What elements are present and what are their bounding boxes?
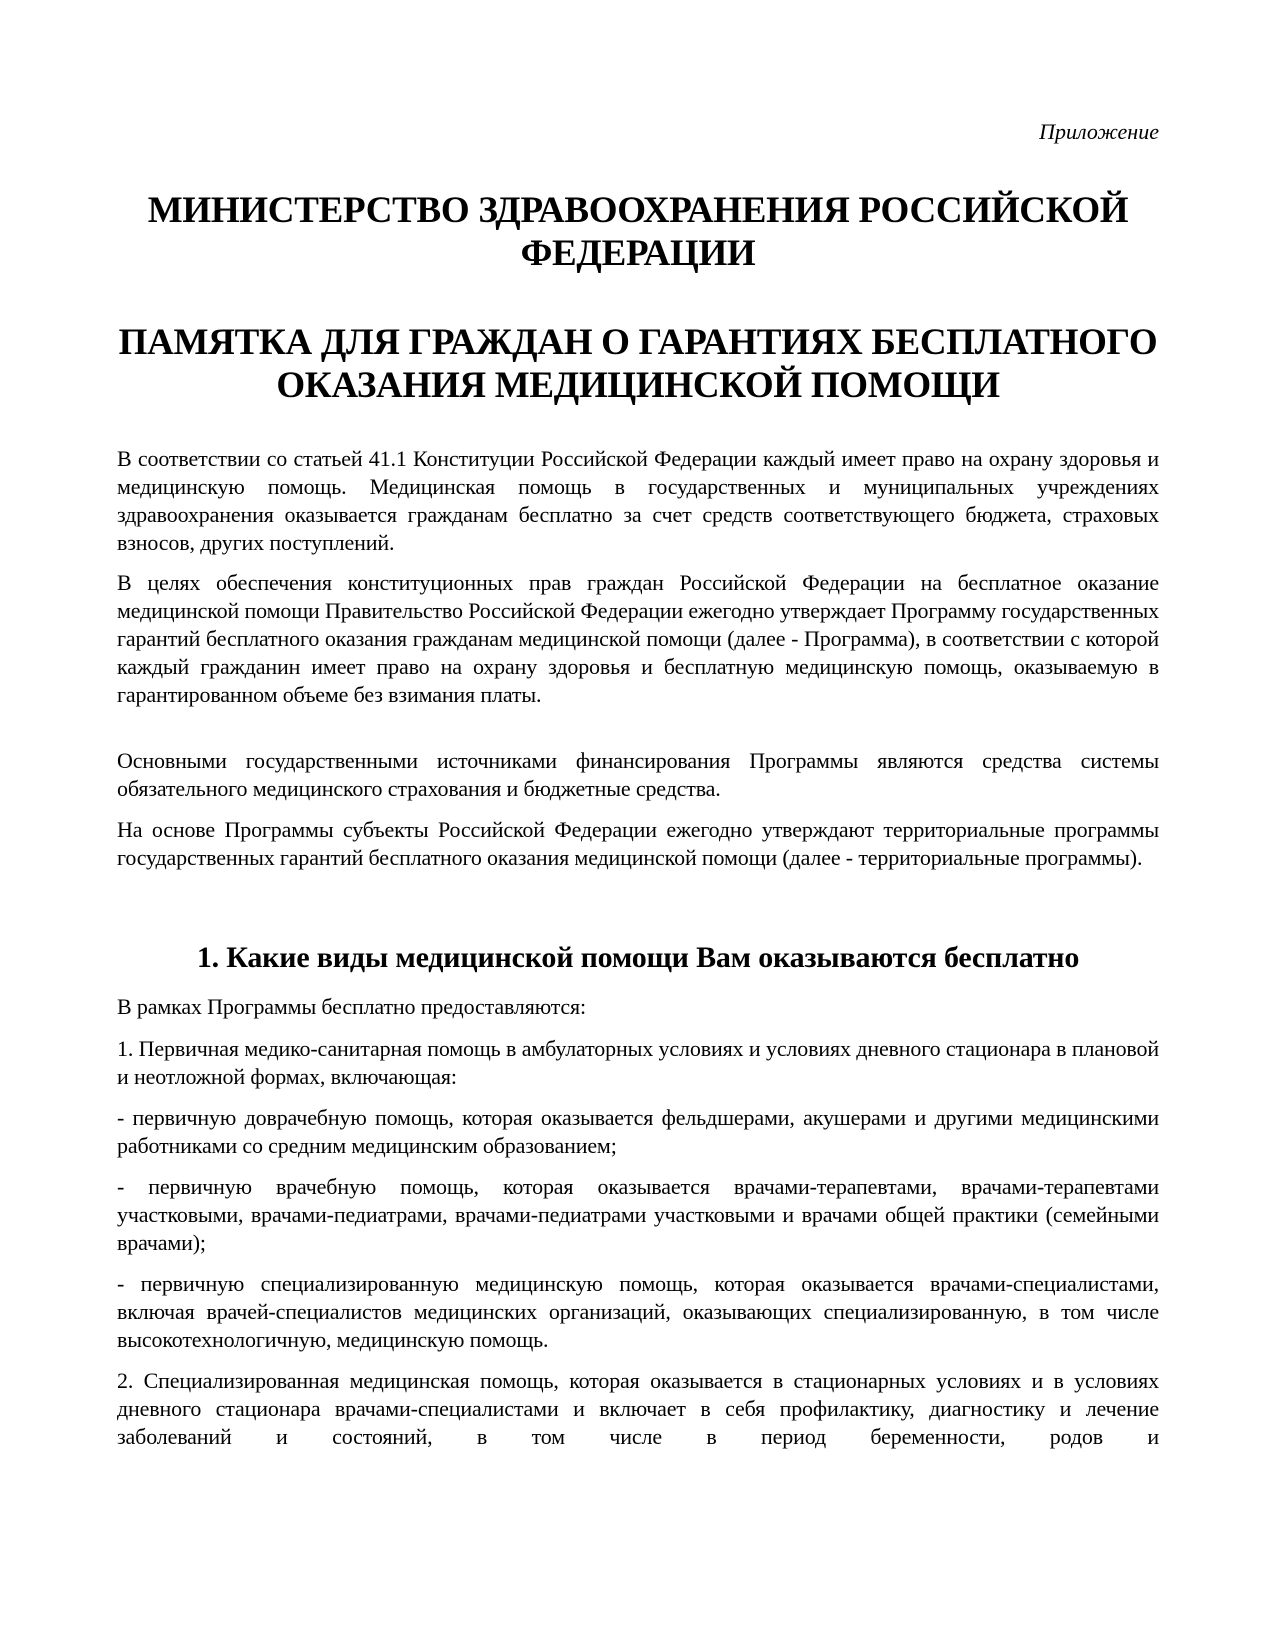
ministry-title: МИНИСТЕРСТВО ЗДРАВООХРАНЕНИЯ РОССИЙСКОЙ ФЕДЕРАЦИИ (147, 190, 1129, 274)
section-1-item-prehospital: - первичную доврачебную помощь, которая оказывается фельдшерами, акушерами и другими медицинскими работниками со средним медицинским образованием; (117, 1105, 1159, 1158)
section-1-item-specialized-primary: - первичную специализированную медицинскую помощь, которая оказывается врачами-специалистами, включая врачей-специалистов медицинских организаций, оказывающих специализированную, в том числе высокотехнологичную, медицинскую помощь. (117, 1271, 1159, 1352)
section-1-item-physician: - первичную врачебную помощь, которая оказывается врачами-терапевтами, врачами-терапевтами участковыми, врачами-педиатрами, врачами-педиатрами участковыми и врачами общей практики (семейными врачами); (117, 1174, 1159, 1255)
section-1-intro: В рамках Программы бесплатно предоставляются: (117, 994, 586, 1019)
intro-paragraph-territorial: На основе Программы субъекты Российской Федерации ежегодно утверждают территориальные программы государственных гарантий бесплатного оказания медицинской помощи (далее - территориальные программы). (117, 817, 1159, 870)
section-1-item-specialized: 2. Специализированная медицинская помощь, которая оказывается в стационарных условиях и в условиях дневного стационара врачами-специалистами и включает в себя профилактику, диагностику и лечение заболеваний и состояний, в том числе в период беременности, родов и (117, 1368, 1159, 1449)
intro-paragraph-program: В целях обеспечения конституционных прав граждан Российской Федерации на бесплатное оказание медицинской помощи Правительство Российской Федерации ежегодно утверждает Программу государственных гарантий бесплатного оказания гражданам медицинской помощи (далее - Программа), в соответствии с которой каждый гражданин имеет право на охрану здоровья и бесплатную медицинскую помощь, оказываемую в гарантированном объеме без взимания платы. (117, 570, 1159, 707)
intro-paragraph-constitution: В соответствии со статьей 41.1 Конституции Российской Федерации каждый имеет право на охрану здоровья и медицинскую помощь. Медицинская помощь в государственных и муниципальных учреждениях здравоохранения оказывается гражданам бесплатно за счет средств соответствующего бюджета, страховых взносов, других поступлений. (117, 446, 1159, 555)
intro-paragraph-financing: Основными государственными источниками финансирования Программы являются средства системы обязательного медицинского страхования и бюджетные средства. (117, 748, 1159, 801)
memo-title: ПАМЯТКА ДЛЯ ГРАЖДАН О ГАРАНТИЯХ БЕСПЛАТНОГО ОКАЗАНИЯ МЕДИЦИНСКОЙ ПОМОЩИ (118, 322, 1158, 406)
section-1-item-primary-care: 1. Первичная медико-санитарная помощь в амбулаторных условиях и условиях дневного стационара в плановой и неотложной формах, включающая: (117, 1036, 1159, 1089)
section-1-heading: 1. Какие виды медицинской помощи Вам оказываются бесплатно (196, 941, 1080, 974)
appendix-label: Приложение (1039, 119, 1159, 144)
